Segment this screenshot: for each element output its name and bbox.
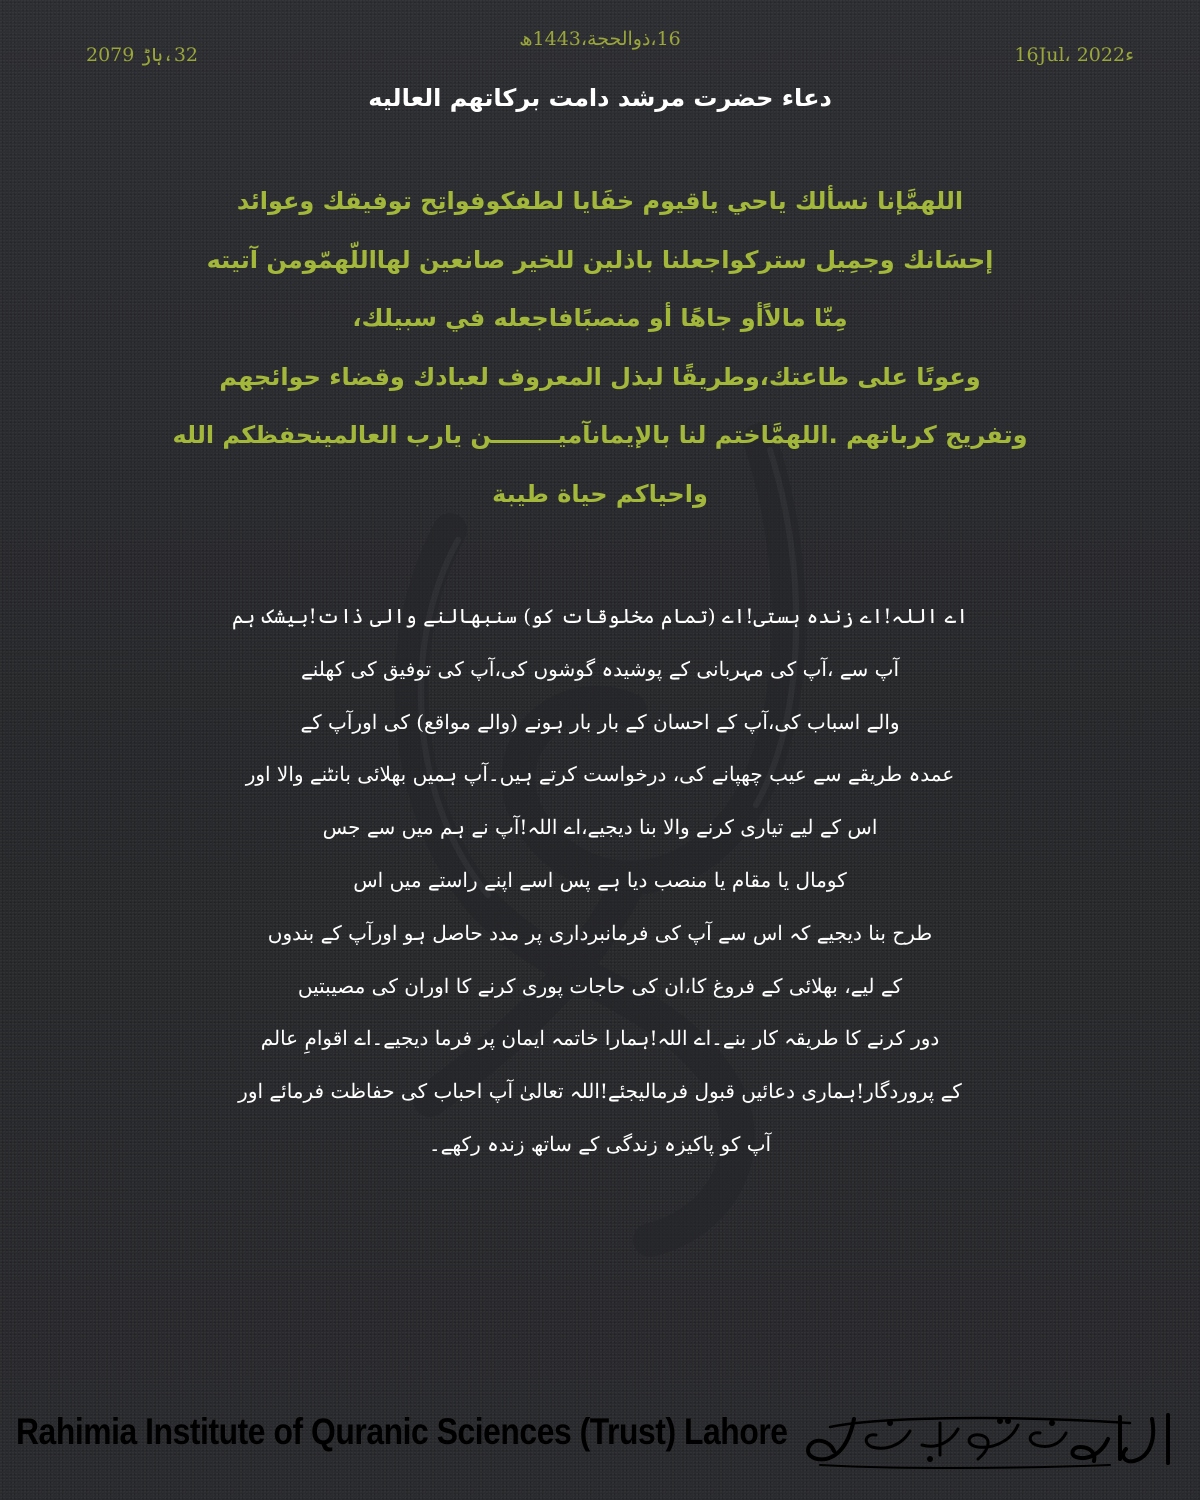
- urdu-translation-line: والے اسباب کی،آپ کے احسان کے بار بار ہونے (والے مواقع) کی اورآپ کے: [300, 709, 900, 734]
- urdu-translation-line: اس کے لیے تیاری کرنے والا بنا دیجیے،اے اللہ!آپ نے ہم میں سے جس: [322, 815, 878, 840]
- page-title: دعاء حضرت مرشد دامت برکاتھم العالیه: [368, 84, 832, 112]
- urdu-translation-line: عمدہ طریقے سے عیب چھپانے کی، درخواست کرتے ہیں۔آپ ہمیں بھلائی بانٹنے والا اور: [245, 762, 955, 787]
- arabic-dua-line: واحياكم حياة طيبة: [492, 479, 708, 508]
- urdu-translation-line: کومال یا مقام یا منصب دیا ہے پس اسے اپنے راستے میں اس: [353, 867, 847, 892]
- urdu-translation-line: اے اللہ!اے زندہ ہستی!اے (تمام مخلوقات کو) سنبھالنے والی ذات!بیشک ہم: [231, 604, 969, 628]
- urdu-translation-line: طرح بنا دیجیے کہ اس سے آپ کی فرمانبرداری پر مدد حاصل ہو اورآپ کے بندوں: [267, 920, 933, 945]
- urdu-translation: [150, 590, 1050, 1171]
- urdu-translation-line: آپ سے ،آپ کی مہربانی کے پوشیدہ گوشوں کی،آپ کی توفیق کی کھلنے: [300, 656, 900, 681]
- arabic-dua-line: اللهمَّإنا نسألك ياحي ياقيوم خفَايا لطفكوفواتِح توفيقك وعوائد: [236, 187, 964, 215]
- institute-name: Rahimia Institute of Quranic Sciences (Trust) Lahore: [16, 1411, 788, 1452]
- footer: [0, 1405, 1200, 1475]
- urdu-translation-line: آپ کو پاکیزہ زندگی کے ساتھ زندہ رکھے۔: [428, 1131, 772, 1156]
- arabic-dua-line: وعونًا على طاعتك،وطريقًا لبذل المعروف لعبادك وقضاء حوائجهم: [219, 362, 981, 391]
- arabic-dua: [70, 172, 1130, 523]
- urdu-translation-line: دور کرنے کا طریقہ کار بنے۔اے اللہ!ہمارا خاتمہ ایمان پر فرما دیجیے۔اے اقوامِ عالم: [260, 1026, 940, 1051]
- institute-logo: [790, 1409, 1180, 1471]
- arabic-dua-line: وتفريج كرباتهم .اللهمَّاختم لنا بالإيمانآميــــــــن يارب العالمينحفظكم الله: [172, 421, 1028, 449]
- date-hijri: 16،ذوالحجة،1443ھ: [519, 28, 681, 50]
- urdu-translation-line: کے لیے، بھلائی کے فروغ کا،ان کی حاجات پوری کرنے کا اوران کی مصیبتیں: [297, 973, 903, 998]
- arabic-dua-line: إحسَانك وجمِيل ستركواجعلنا باذلين للخير صانعين لهااللّهمّومن آتيته: [206, 245, 994, 274]
- urdu-translation-line: کے پروردگار!ہماری دعائیں قبول فرمالیجئے!اللہ تعالیٰ آپ احباب کی حفاظت فرمائے اور: [238, 1079, 962, 1104]
- date-gregorian: 16Jul، 2022ء: [1014, 44, 1134, 66]
- arabic-dua-line: مِنّا مالاًأو جاهًا أو منصبًافاجعله في سبيلك،: [352, 304, 848, 332]
- date-bikrami: 32،ہاڑ 2079: [86, 44, 198, 66]
